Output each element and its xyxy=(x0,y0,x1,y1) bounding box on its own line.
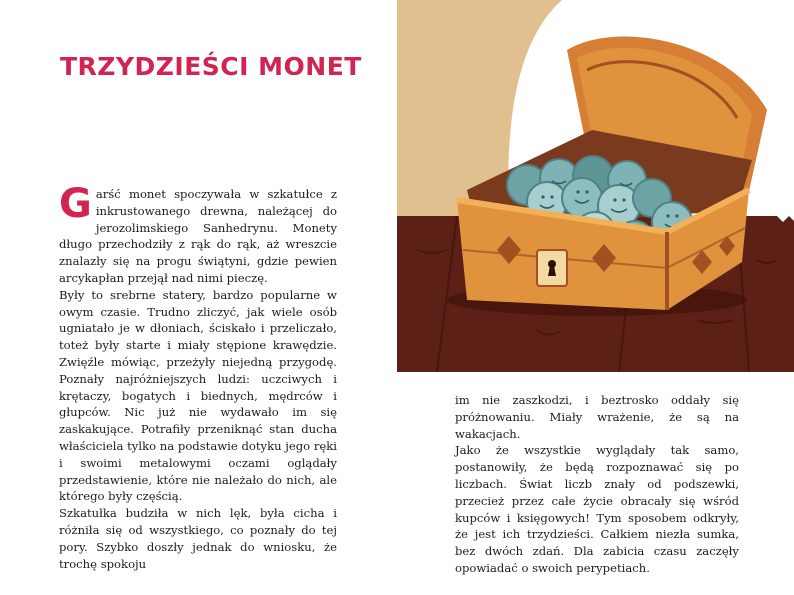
treasure-chest-illustration xyxy=(397,0,794,372)
paragraph: Szkatułka budziła w nich lęk, była cicha i różniła się od wszystkiego, co poznały do tej pory. Szybko doszły jednak do wniosku, że trochę spokoju xyxy=(59,506,337,571)
paragraph: Garść monet spoczywała w szkatułce z inkrustowanego drewna, należącej do jerozolimskiego Sanhedrynu. Monety długo przechodziły z rąk do rąk, aż wreszcie znalazły się na progu świątyni, gdzie pewien arcykapłan przejął nad nimi pieczę. xyxy=(59,181,337,285)
left-text-column xyxy=(59,181,337,572)
chapter-title: TRZYDZIEŚCI MONET xyxy=(60,52,362,81)
right-text-column xyxy=(455,392,739,577)
drop-cap: G xyxy=(59,181,92,227)
treasure-chest-icon xyxy=(397,0,794,372)
paragraph: Jako że wszystkie wyglądały tak samo, postanowiły, że będą rozpoznawać się po liczbach. Świat liczb znały od podszewki, przecież przez całe życie obracały się wśród kupców i księgowych! Tym sposobem odkryły, że jest ich trzydzieści. Całkiem niezła sumka, bez dwóch zdań. Dla zabicia czasu zaczęły opowiadać o swoich perypetiach. xyxy=(455,443,739,575)
paragraph: im nie zaszkodzi, i beztrosko oddały się próżnowaniu. Miały wrażenie, że są na wakacjach. xyxy=(455,393,739,441)
paragraph: Były to srebrne statery, bardzo popularne w owym czasie. Trudno zliczyć, jak wiele osób ugniatało je w dłoniach, ściskało i przeliczało, toteż były starte i miały stępione krawędzie. Zwięźle mówiąc, przeżyły niejedną przygodę. Poznały najróżniejszych ludzi: uczciwych i krętaczy, bogatych i biednych, mędrców i głupców. Nic już nie wydawało im się zaskakujące. Potrafiły przeniknąć stan ducha właściciela tylko na podstawie dotyku jego ręki i swoimi metalowymi oczami oglądały przedstawienie, które nie należało do nich, ale którego były częścią. xyxy=(59,287,337,504)
